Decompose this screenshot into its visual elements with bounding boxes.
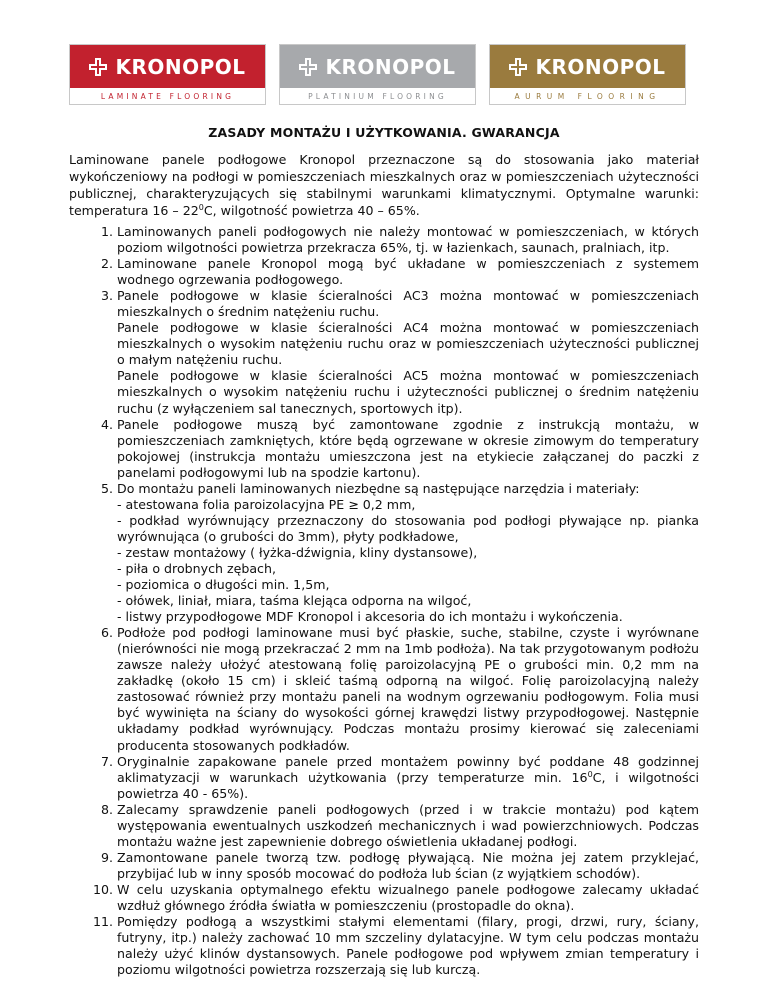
logo-band	[280, 45, 475, 88]
logo-brand: KRONOPOL	[325, 54, 456, 79]
item-number: 8.	[100, 801, 113, 817]
list-item	[69, 224, 699, 256]
list-item	[69, 481, 699, 625]
logo-band	[70, 45, 265, 88]
item-text: Panele podłogowe w klasie ścieralności AC5 można montować w pomieszczeniach mieszkalnych o wysokim natężeniu ruchu i użyteczności publicznej o średnim natężeniu ruchu (z wyłączeniem sal tanecznych, sportowych itp).	[117, 368, 699, 416]
item-text: Laminowane panele Kronopol mogą być układane w pomieszczeniach z systemem wodnego ogrzewania podłogowego.	[117, 256, 699, 288]
logo-platinium-flooring	[279, 44, 476, 105]
item-text: Pomiędzy podłogą a wszystkimi stałymi elementami (filary, progi, drzwi, rury, ściany, futryny, itp.) należy zachować 10 mm szczeliny dylatacyjne. W tym celu podczas montażu należy użyć klinów dystansowych. Panele podłogowe pod wpływem zmian temperatury i poziomu wilgotności powietrza rozszerzają się lub kurczą.	[117, 914, 699, 978]
list-item	[69, 256, 699, 288]
item-text: Podłoże pod podłogi laminowane musi być płaskie, suche, stabilne, czyste i wyrównane (nierówności nie mogą przekraczać 2 mm na 1mb podłoża). Na tak przygotowanym podłożu zawsze należy ułożyć atestowaną folię paroizolacyjną PE o grubości min. 0,2 mm na zakładkę (około 15 cm) i skleić taśmą odporną na wilgoć. Folię paroizolacyjną należy zastosować również przy montażu paneli na wodnym ogrzewaniu podłogowym. Folia musi być wywinięta na ściany do wysokości górnej krawędzi listwy przypodłogowej. Następnie układamy podkład wyrównujący. Podczas montażu prosimy kierować się zaleceniami producenta stosowanych podkładów.	[117, 625, 699, 753]
logo-subtitle: LAMINATE FLOORING	[70, 88, 265, 104]
item-text-end: C, i wilgotności powietrza 40 - 65%).	[117, 769, 699, 801]
item-bullet: - zestaw montażowy ( łyżka-dźwignia, kliny dystansowe),	[117, 544, 478, 560]
logo-band	[490, 45, 685, 88]
item-number: 3.	[100, 288, 113, 304]
logo-brand: KRONOPOL	[535, 54, 666, 79]
degree-superscript: 0	[198, 202, 204, 212]
rules-list	[69, 224, 699, 978]
list-item	[69, 802, 699, 850]
list-item	[69, 288, 699, 416]
item-text: Panele podłogowe w klasie ścieralności AC3 można montować w pomieszczeniach mieszkalnych o średnim natężeniu ruchu.	[117, 288, 699, 320]
list-item	[69, 417, 699, 481]
item-number: 6.	[100, 625, 113, 641]
item-bullet: - listwy przypodłogowe MDF Kronopol i akcesoria do ich montażu i wykończenia.	[117, 609, 623, 625]
item-number: 2.	[100, 256, 113, 272]
logo-brand: KRONOPOL	[115, 54, 246, 79]
item-number: 9.	[100, 849, 113, 865]
item-number: 11.	[92, 914, 113, 930]
intro-text: Laminowane panele podłogowe Kronopol przeznaczone są do stosowania jako materiał wykończeniowy na podłogi w pomieszczeniach mieszkalnych oraz w pomieszczeniach użyteczności publicznej, charakteryzujących się stabilnymi warunkami klimatycznymi. Optymalne warunki: temperatura 16 – 22	[69, 152, 699, 218]
item-bullet: - atestowana folia paroizolacyjna PE ≥ 0,2 mm,	[117, 496, 416, 512]
item-number: 7.	[100, 753, 113, 769]
item-text	[117, 754, 699, 802]
item-text-start: Oryginalnie zapakowane panele przed montażem powinny być poddane 48 godzinnej aklimatyzacji w warunkach użytkowania (przy temperaturze min. 16	[117, 753, 699, 785]
list-item	[69, 850, 699, 882]
logo-subtitle: AURUM FLOORING	[490, 88, 685, 104]
logo-aurum-flooring	[489, 44, 686, 105]
item-text: Panele podłogowe w klasie ścieralności AC4 można montować w pomieszczeniach mieszkalnych o wysokim natężeniu ruchu oraz w pomieszczeniach użyteczności publicznej o małym natężeniu ruchu.	[117, 320, 699, 368]
degree-superscript: 0	[587, 769, 593, 779]
cross-icon	[299, 58, 317, 76]
list-item	[69, 625, 699, 753]
logo-laminate-flooring	[69, 44, 266, 105]
item-number: 4.	[100, 416, 113, 432]
item-text: Zalecamy sprawdzenie paneli podłogowych (przed i w trakcie montażu) pod kątem występowania ewentualnych uszkodzeń mechanicznych i wad powierzchniowych. Podczas montażu ważne jest zapewnienie dobrego oświetlenia układanej podłogi.	[117, 801, 699, 849]
logo-subtitle: PLATINIUM FLOORING	[280, 88, 475, 104]
intro-paragraph	[69, 151, 699, 219]
list-item	[69, 914, 699, 978]
item-bullet: - ołówek, liniał, miara, taśma klejąca odporna na wilgoć,	[117, 593, 472, 609]
item-text: Zamontowane panele tworzą tzw. podłogę pływającą. Nie można jej zatem przyklejać, przybijać lub w inny sposób mocować do podłoża lub ścian (z wyjątkiem schodów).	[117, 849, 699, 881]
document-heading: ZASADY MONTAŻU I UŻYTKOWANIA. GWARANCJA	[208, 125, 560, 140]
item-text: Do montażu paneli laminowanych niezbędne są następujące narzędzia i materiały:	[117, 480, 640, 496]
item-text: Laminowanych paneli podłogowych nie należy montować w pomieszczeniach, w których poziom wilgotności powietrza przekracza 65%, tj. w łazienkach, saunach, pralniach, itp.	[117, 224, 699, 256]
item-text: Panele podłogowe muszą być zamontowane zgodnie z instrukcją montażu, w pomieszczeniach zamkniętych, które będą ogrzewane w okresie zimowym do temperatury pokojowej (instrukcja montażu umieszczona jest na etykiecie załączanej do paczki z panelami podłogowymi lub na spodzie kartonu).	[117, 416, 699, 480]
item-bullet: - podkład wyrównujący przeznaczony do stosowania pod podłogi pływające np. pianka wyrównująca (o grubości do 3mm), płyty podkładowe,	[117, 512, 699, 544]
intro-text-end: C, wilgotność powietrza 40 – 65%.	[203, 203, 420, 218]
cross-icon	[89, 58, 107, 76]
item-text: W celu uzyskania optymalnego efektu wizualnego panele podłogowe zalecamy układać wzdłuż głównego źródła światła w pomieszczeniu (prostopadle do okna).	[117, 881, 699, 913]
item-number: 1.	[100, 224, 113, 239]
list-item	[69, 754, 699, 802]
item-number: 5.	[100, 480, 113, 496]
item-bullet: - piła o drobnych zębach,	[117, 560, 276, 576]
logo-row	[69, 44, 686, 105]
cross-icon	[509, 58, 527, 76]
item-number: 10.	[92, 881, 113, 897]
item-bullet: - poziomica o długości min. 1,5m,	[117, 577, 330, 593]
list-item	[69, 882, 699, 914]
